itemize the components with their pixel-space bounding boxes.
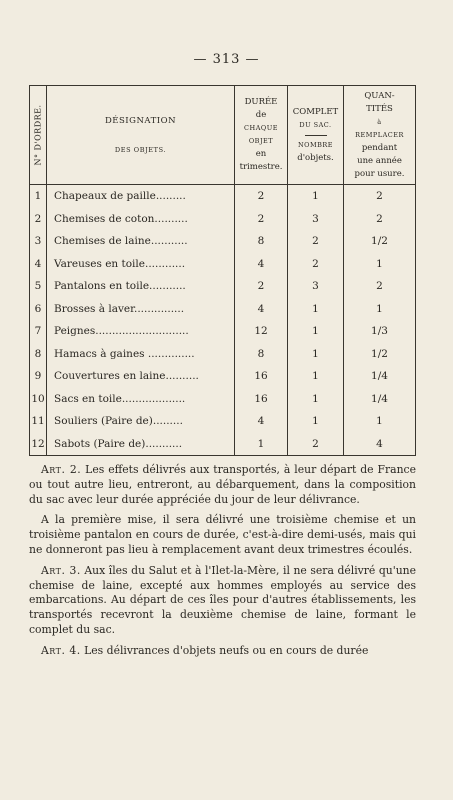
row-number: 9 [34, 370, 42, 383]
row-number: 10 [31, 392, 45, 405]
row-complet: 1 [288, 185, 344, 208]
row-duree: 2 [235, 275, 288, 298]
row-number: 2 [34, 212, 42, 225]
row-number: 1 [34, 190, 42, 203]
paragraph-art-4 [29, 644, 416, 659]
row-complet: 3 [288, 208, 344, 231]
table-row [30, 410, 415, 433]
page-number: — 313 — [193, 52, 260, 67]
row-quantite: 2 [344, 208, 416, 231]
row-complet: 1 [288, 320, 344, 343]
row-designation: Chapeaux de paille......... [47, 185, 235, 208]
row-number: 6 [34, 302, 42, 315]
header-complet-line: d'objets. [297, 152, 334, 163]
paragraph-art-2 [29, 463, 416, 507]
row-designation: Sacs en toile................... [47, 388, 235, 411]
table-row [30, 253, 415, 276]
table-row [30, 343, 415, 366]
header-quantites-line: QUAN- [364, 90, 395, 101]
header-quantites-line: une année [357, 155, 402, 166]
header-quantites-line: REMPLACER [355, 130, 404, 139]
header-no-ordre: N° D'ORDRE. [30, 86, 47, 185]
header-designation [47, 86, 235, 185]
row-quantite: 1/2 [344, 343, 416, 366]
row-designation: Vareuses en toile............ [47, 253, 235, 276]
row-complet: 2 [288, 253, 344, 276]
row-duree: 16 [235, 388, 288, 411]
row-designation: Peignes............................ [47, 320, 235, 343]
row-quantite: 2 [344, 185, 416, 208]
row-duree: 8 [235, 343, 288, 366]
row-complet: 1 [288, 410, 344, 433]
header-designation-subtitle: DES OBJETS. [114, 146, 167, 154]
row-quantite: 1/2 [344, 230, 416, 253]
row-quantite: 4 [344, 433, 416, 456]
paragraph-text: A la première mise, il sera délivré une troisième chemise et un troisième pantalon en cours de durée, c'est-à-dire demi-usés, mais qui ne donneront pas lieu à remplacement avant deux trimestres écoulés. [29, 513, 416, 556]
header-quantites-line: à [377, 117, 382, 126]
table-row [30, 388, 415, 411]
row-number: 7 [34, 325, 42, 338]
article-label: Art. 3. [41, 563, 81, 577]
header-divider [305, 135, 327, 136]
header-complet-line: COMPLET [292, 106, 339, 117]
header-quantites-line: pendant [361, 142, 398, 153]
row-complet: 2 [288, 230, 344, 253]
header-duree-line: OBJET [248, 137, 274, 145]
paragraph-text: Aux îles du Salut et à l'Ilet-la-Mère, il ne sera délivré qu'une chemise de laine, excepté aux hommes employés au service des embarcations. Au départ de ces îles pour d'autres établissements, les transportés recevront la deuxième chemise de laine, formant le complet du sac. [29, 563, 417, 636]
row-designation: Brosses à laver............... [47, 298, 235, 321]
article-label: Art. 4. [41, 643, 81, 657]
row-number: 11 [31, 415, 45, 428]
row-number: 8 [34, 347, 42, 360]
article-label: Art. 2. [41, 463, 82, 476]
header-complet-line: DU SAC. [299, 120, 332, 129]
header-duree-line: DURÉE [244, 97, 278, 107]
row-duree: 4 [235, 410, 288, 433]
row-complet: 1 [288, 343, 344, 366]
supplies-table [29, 85, 416, 456]
row-duree: 4 [235, 298, 288, 321]
row-designation: Couvertures en laine.......... [47, 365, 235, 388]
row-number: 5 [34, 280, 42, 293]
row-designation: Chemises de laine........... [47, 230, 235, 253]
row-complet: 1 [288, 298, 344, 321]
row-number: 3 [34, 235, 42, 248]
row-quantite: 2 [344, 275, 416, 298]
row-designation: Sabots (Paire de)........... [47, 433, 235, 456]
header-duree-line: en trimestre. [239, 149, 283, 172]
table-row [30, 433, 415, 456]
row-complet: 1 [288, 365, 344, 388]
table-row [30, 275, 415, 298]
row-designation: Chemises de coton.......... [47, 208, 235, 231]
header-quantites-line: TITÉS [366, 103, 393, 114]
row-designation: Hamacs à gaines .............. [47, 343, 235, 366]
row-quantite: 1 [344, 253, 416, 276]
paragraph-art-3 [29, 564, 416, 638]
row-quantite: 1/4 [344, 365, 416, 388]
row-designation: Pantalons en toile........... [47, 275, 235, 298]
paragraph-text: Les effets délivrés aux transportés, à leur départ de France ou tout autre lieu, entreront, au débarquement, dans la composition du sac avec leur durée appréciée du jour de leur délivrance. [29, 463, 416, 506]
table-row [30, 298, 415, 321]
row-duree: 8 [235, 230, 288, 253]
row-duree: 1 [235, 433, 288, 456]
header-duree-line: de [255, 110, 267, 120]
paragraph-premiere-mise [29, 513, 416, 557]
row-number: 4 [34, 257, 42, 270]
header-complet [288, 86, 344, 185]
body-text [29, 463, 416, 665]
table-row [30, 230, 415, 253]
row-duree: 12 [235, 320, 288, 343]
row-quantite: 1/4 [344, 388, 416, 411]
row-duree: 4 [235, 253, 288, 276]
row-quantite: 1 [344, 410, 416, 433]
row-duree: 2 [235, 185, 288, 208]
row-quantite: 1/3 [344, 320, 416, 343]
row-duree: 2 [235, 208, 288, 231]
table-row [30, 365, 415, 388]
row-number: 12 [31, 437, 45, 450]
row-complet: 2 [288, 433, 344, 456]
header-complet-line: NOMBRE [297, 140, 334, 149]
header-duree-line: CHAQUE [244, 124, 278, 132]
header-quantites-line: pour usure. [354, 168, 405, 179]
table-row [30, 208, 415, 231]
table-row [30, 320, 415, 343]
header-quantites [344, 86, 416, 185]
row-complet: 1 [288, 388, 344, 411]
paragraph-text: Les délivrances d'objets neufs ou en cours de durée [80, 643, 369, 657]
table-row [30, 185, 415, 208]
row-duree: 16 [235, 365, 288, 388]
row-complet: 3 [288, 275, 344, 298]
row-designation: Souliers (Paire de)......... [47, 410, 235, 433]
table-header-row [30, 86, 415, 185]
header-duree [235, 86, 288, 185]
header-designation-title: DÉSIGNATION [104, 116, 177, 126]
row-quantite: 1 [344, 298, 416, 321]
